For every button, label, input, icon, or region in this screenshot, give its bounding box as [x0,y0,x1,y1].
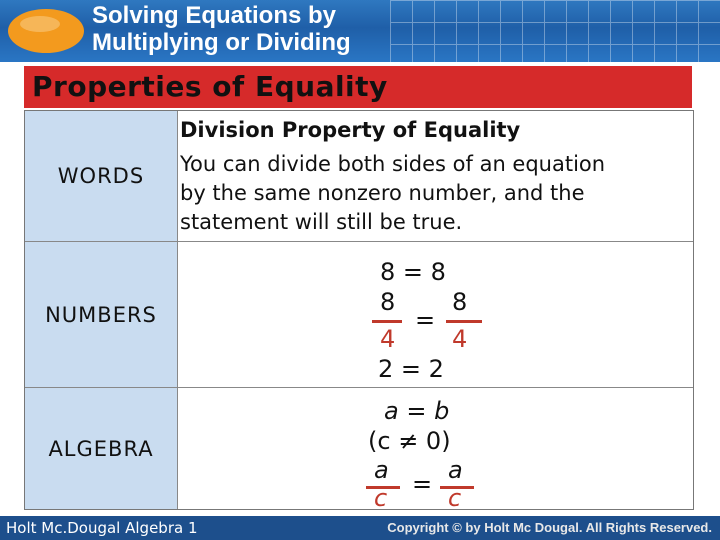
orange-logo-icon [6,6,86,56]
description-line: You can divide both sides of an equation [180,152,606,176]
row-divider [25,387,693,388]
header-pattern [390,0,720,62]
footer-copyright: Copyright © by Holt Mc Dougal. All Rights Reserved. [387,520,712,535]
numbers-result: 2 = 2 [378,355,444,383]
algebra-label-cell [25,388,177,509]
fraction-bar-left [372,320,402,323]
fraction-denominator-right: 4 [452,325,468,353]
words-label: WORDS [57,164,145,188]
footer-course: Holt Mc.Dougal Algebra 1 [6,519,198,537]
fraction-equals: = [415,306,436,334]
algebra-numerator-right: a [448,456,463,484]
slide-title-line1: Solving Equations by [92,2,337,29]
words-label-cell [25,111,177,241]
algebra-numerator-left: a [374,456,389,484]
algebra-equation: a = b [384,397,450,425]
slide-title [92,2,351,56]
slide-title-line2: Multiplying or Dividing [92,29,351,56]
property-description [180,150,680,237]
algebra-equals: = [412,470,433,498]
algebra-condition: (c ≠ 0) [368,427,451,455]
section-title: Properties of Equality [32,70,388,103]
fraction-bar-right [446,320,482,323]
algebra-denominator-left: c [374,484,388,512]
description-line: statement will still be true. [180,210,463,234]
slide-footer [0,516,720,540]
fraction-denominator-left: 4 [380,325,396,353]
numbers-label: NUMBERS [45,302,157,327]
description-line: by the same nonzero number, and the [180,181,585,205]
row-divider [25,241,693,242]
algebra-denominator-right: c [448,484,462,512]
column-divider [177,111,178,509]
fraction-numerator-right: 8 [452,288,468,316]
numbers-label-cell [25,242,177,387]
section-banner [24,66,692,108]
slide-header [0,0,720,62]
property-heading: Division Property of Equality [180,118,521,142]
numbers-equation: 8 = 8 [380,258,446,286]
algebra-label: ALGEBRA [48,436,154,461]
fraction-numerator-left: 8 [380,288,396,316]
